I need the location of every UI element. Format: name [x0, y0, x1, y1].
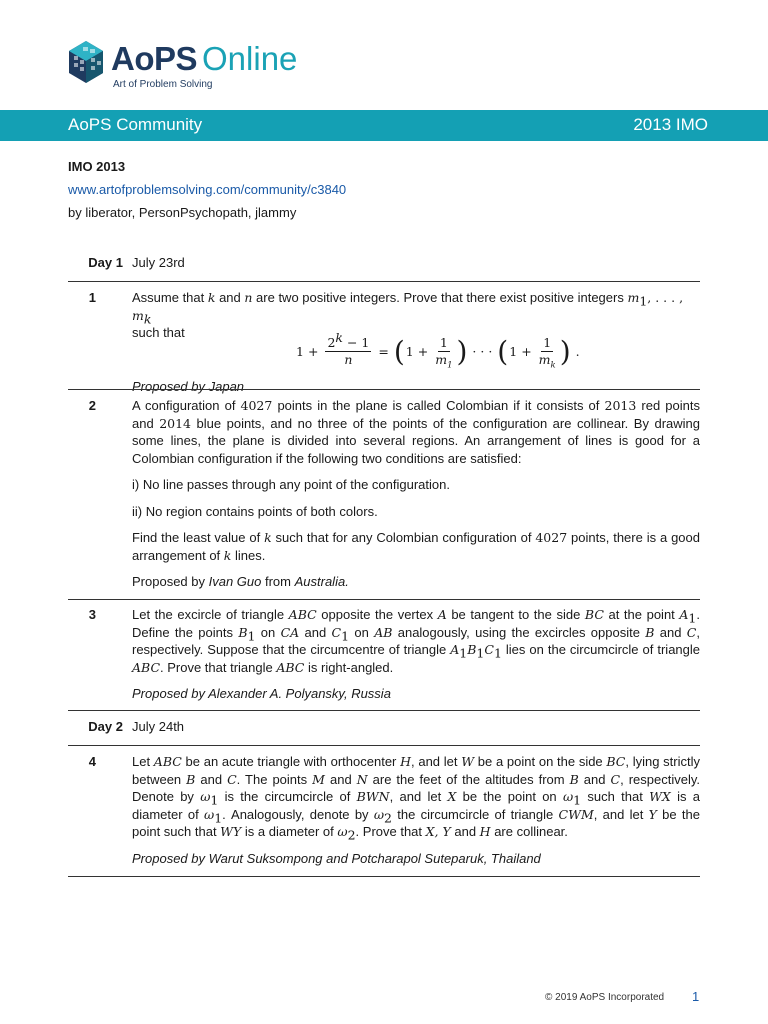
- day-label: Day 1: [88, 255, 123, 270]
- divider: [68, 745, 700, 746]
- proposer-line: Proposed by Japan: [132, 378, 245, 394]
- proposer-line: Proposed by Ivan Guo from Australia.: [132, 574, 349, 589]
- day-date: July 24th: [132, 719, 185, 734]
- cube-logo-icon: [66, 39, 106, 85]
- logo-online: Online: [202, 40, 298, 77]
- problem-text: Let ABC be an acute triangle with orthocenter H, and let W be a point on the side BC, lying strictly between B and C. The points M and N are the feet of the altitudes from B and C, respectively. Denote by $\omega_1$ is the circumcircle of BWN, and let X be the point on $\omega_1$ such that WX is a diameter of $\omega_1$. Analogously, denote by $\omega_2$ the circumcircle of triangle CWM, and let Y be the point such that WY is a diameter of $\omega_2$. Prove that X, Y and H are collinear.: [132, 754, 700, 843]
- divider: [68, 599, 700, 600]
- problem-number: 3: [88, 607, 96, 622]
- authors-line: by liberator, PersonPsychopath, jlammy: [68, 205, 297, 220]
- day-2-header: [68, 719, 700, 739]
- divider: [68, 710, 700, 711]
- logo-wordmark: [111, 42, 297, 76]
- community-url-link[interactable]: www.artofproblemsolving.com/community/c3840: [68, 182, 347, 197]
- community-link[interactable]: AoPS Community: [68, 115, 203, 134]
- problem-text: Assume that k and n are two positive integers. Prove that there exist positive integers $m_1$, . . . , $m_k$: [132, 290, 684, 327]
- problem-body: [132, 606, 700, 703]
- document-title: IMO 2013: [68, 159, 126, 174]
- problem-body: [132, 289, 700, 395]
- condition-2: ii) No region contains points of both colors.: [132, 503, 378, 519]
- problem-number: 4: [88, 754, 96, 769]
- contest-year: 2013 IMO: [633, 115, 708, 134]
- document-meta: [68, 155, 346, 224]
- page-number: 1: [692, 989, 700, 1004]
- problem-text: Let the excircle of triangle ABC opposite the vertex A be tangent to the side BC at the point $A_1$. Define the points $B_1$ on CA and $C_1$ on AB analogously, using the excircles opposite B and C, respectively. Suppose that the circumcentre of triangle $A_1B_1C_1$ lies on the circumcircle of triangle ABC. Prove that triangle ABC is right-angled.: [132, 607, 700, 675]
- problem-question: Find the least value of k such that for any Colombian configuration of 4027 points, there is a good arrangement of k lines.: [132, 530, 700, 563]
- divider: [68, 876, 700, 877]
- proposer-line: Proposed by Warut Suksompong and Potcharapol Suteparuk, Thailand: [132, 850, 541, 866]
- header-band: [0, 110, 768, 141]
- problem-number: 1: [88, 290, 96, 305]
- problem-text: such that: [132, 325, 185, 340]
- divider: [68, 281, 700, 282]
- problem-formula: 1 + $\frac{2^k - 1}{n}$ = ( 1 + $\frac{1}{m_1}$ ) · · · ( 1 + $\frac{1}{m_k}$ ) .: [296, 329, 580, 371]
- proposer-line: Proposed by Alexander A. Polyansky, Russia: [132, 686, 391, 701]
- divider: [68, 389, 700, 390]
- copyright-notice: © 2019 AoPS Incorporated: [545, 992, 665, 1003]
- problem-body: [132, 753, 700, 867]
- day-1-header: [68, 255, 700, 275]
- logo-aops: AoPS: [111, 40, 198, 77]
- problem-text: A configuration of 4027 points in the plane is called Colombian if it consists of 2013 red points and 2014 blue points, and no three of the points of the configuration are collinear. By drawing some lines, the plane is divided into several regions. An arrangement of lines is good for a Colombian configuration if the following two conditions are satisfied:: [132, 398, 700, 466]
- day-label: Day 2: [88, 719, 123, 734]
- problem-number: 2: [88, 398, 96, 413]
- condition-1: i) No line passes through any point of the configuration.: [132, 477, 450, 492]
- day-date: July 23rd: [132, 255, 185, 270]
- logo-tagline: Art of Problem Solving: [113, 79, 213, 90]
- problem-body: [132, 397, 700, 591]
